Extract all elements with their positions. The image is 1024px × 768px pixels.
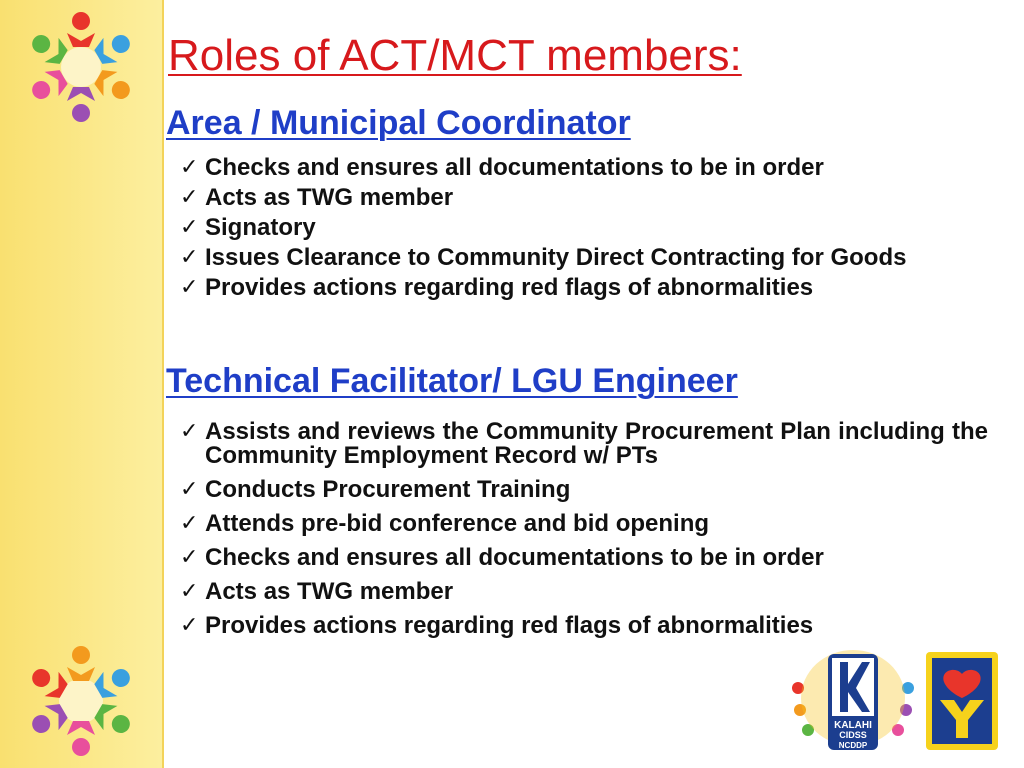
list-item-text: Checks and ensures all documentations to be in order (205, 544, 824, 571)
cidss-text: CIDSS (839, 730, 867, 740)
sidebar-divider (162, 0, 164, 768)
checkmark-icon: ✓ (180, 275, 199, 300)
dswd-logo (926, 652, 998, 750)
section-heading-technical-facilitator: Technical Facilitator/ LGU Engineer (166, 362, 738, 400)
list-item-text: Checks and ensures all documentations to be in order (205, 154, 824, 181)
list-item (180, 478, 988, 502)
kalahi-cidss-logo (792, 650, 914, 750)
list-item (180, 246, 988, 270)
section-heading-area-coordinator: Area / Municipal Coordinator (166, 104, 631, 142)
list-item-text: Issues Clearance to Community Direct Contracting for Goods (205, 244, 907, 271)
list-item-text: Provides actions regarding red flags of abnormalities (205, 612, 814, 639)
list-item (180, 614, 988, 638)
checkmark-icon: ✓ (180, 155, 199, 180)
slide-title: Roles of ACT/MCT members: (168, 31, 742, 80)
list-item (180, 276, 988, 300)
checkmark-icon: ✓ (180, 477, 199, 502)
list-item (180, 420, 988, 468)
list-item (180, 512, 988, 536)
list-item-text: Assists and reviews the Community Procurement Plan including the Community Employment Record w/ PTs (205, 418, 988, 469)
list-item (180, 580, 988, 604)
list-item-text: Conducts Procurement Training (205, 476, 571, 503)
ncddp-text: NCDDP (838, 741, 868, 750)
list-item-text: Attends pre-bid conference and bid opening (205, 510, 710, 537)
kalahi-text: KALAHI (834, 720, 872, 731)
list-item (180, 186, 988, 210)
checkmark-icon: ✓ (180, 545, 199, 570)
checkmark-icon: ✓ (180, 419, 199, 444)
checkmark-icon: ✓ (180, 215, 199, 240)
list-item (180, 216, 988, 240)
checkmark-icon: ✓ (180, 185, 199, 210)
technical-facilitator-roles-list (180, 420, 988, 648)
list-item-text: Signatory (205, 214, 316, 241)
list-item-text: Acts as TWG member (205, 578, 454, 605)
checkmark-icon: ✓ (180, 511, 199, 536)
checkmark-icon: ✓ (180, 245, 199, 270)
people-circle-emblem-top (4, 2, 158, 132)
list-item-text: Acts as TWG member (205, 184, 454, 211)
area-coordinator-roles-list (180, 156, 988, 306)
list-item (180, 156, 988, 180)
checkmark-icon: ✓ (180, 579, 199, 604)
people-circle-emblem-bottom (4, 636, 158, 766)
list-item (180, 546, 988, 570)
list-item-text: Provides actions regarding red flags of abnormalities (205, 274, 814, 301)
checkmark-icon: ✓ (180, 613, 199, 638)
partner-logos (790, 648, 1002, 758)
